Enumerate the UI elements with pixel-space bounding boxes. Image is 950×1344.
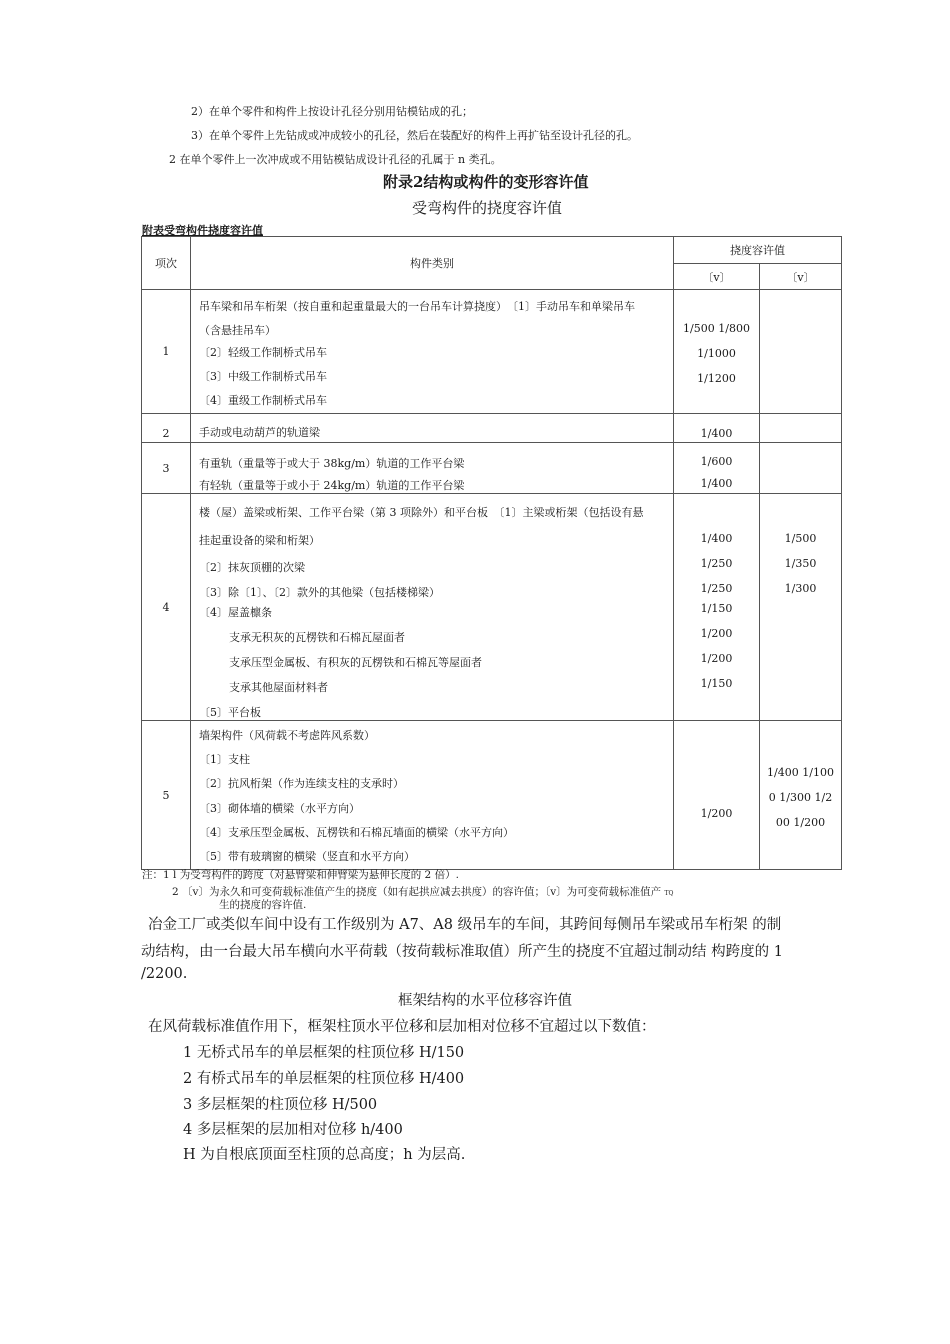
vt-value: 1/400 [700,477,733,490]
category-line: 〔2〕抗风桁架（作为连续支柱的支承时） [199,777,404,790]
paragraph-line-2: 动结构，由一台最大吊车横向水平荷载（按荷载标准取值）所产生的挠度不宜超过制动结 构跨度的 1 [141,944,783,960]
category-line: 〔2〕抹灰顶棚的次梁 [199,561,305,574]
row-number: 3 [142,443,191,494]
note-2-text: 2 〔v〕为永久和可变荷载标准值产生的挠度（如有起拱应减去拱度）的容许值；〔v〕为可变荷载标准值产 [172,886,662,898]
row-category [191,414,674,443]
header-allow: 挠度容许值 [674,237,842,264]
intro-line-2: 3）在单个零件上先钻成或冲成较小的孔径，然后在装配好的构件上再扩钻至设计孔径的孔。 [191,129,638,142]
category-line: 〔3〕除〔1〕、〔2〕款外的其他梁（包括楼梯梁） [199,586,440,599]
row-category [191,494,674,721]
row-number: 4 [142,494,191,721]
row-number: 1 [142,290,191,414]
vt-value: 1/400 [700,532,733,545]
header-item: 项次 [142,237,191,290]
vt-value: 1/200 [700,627,733,640]
vt-value: 1/1000 [697,347,736,360]
vt-value: 1/200 [700,652,733,665]
category-line: 〔5〕平台板 [199,706,261,719]
section2-item: 2 有桥式吊车的单层框架的柱顶位移 H/400 [183,1071,465,1087]
header-vq: 〔v〕 [760,264,842,290]
row-vq [760,443,842,494]
row-vt [674,494,760,721]
vt-value: 1/400 [700,427,733,440]
vq-value: 00 1/200 [775,815,826,829]
vt-value: 1/250 [700,557,733,570]
row-vq [760,721,842,870]
vq-value: 1/350 [784,557,817,570]
section2-item: 4 多层框架的层加相对位移 h/400 [183,1122,403,1138]
intro-line-3: 2 在单个零件上一次冲成或不用钻模钻成设计孔径的孔属于 n 类孔。 [169,153,502,166]
vt-value: 1/250 [700,582,733,595]
category-line: 〔3〕中级工作制桥式吊车 [199,370,327,383]
category-line: 挂起重设备的梁和桁架） [199,534,320,547]
row-category [191,443,674,494]
vt-value: 1/1200 [697,372,736,385]
category-line: 〔1〕支柱 [199,753,250,766]
paragraph-line-3: /2200. [141,966,188,982]
intro-line-1: 2）在单个零件和构件上按设计孔径分别用钻模钻成的孔； [191,105,473,118]
note-3: 生的挠度的容许值. [219,899,307,911]
category-line: 墙架构件（风荷载不考虑阵风系数） [199,729,375,742]
row-vt [674,290,760,414]
row-vq [760,494,842,721]
table-caption: 附表受弯构件挠度容许值 [142,224,263,237]
row-vq [760,414,842,443]
note-2-tag: TQ [664,890,674,897]
category-line: 有重轨（重量等于或大于 38kg/m）轨道的工作平台梁 [199,457,465,470]
row-vq [760,290,842,414]
category-line: 有轻轨（重量等于或小于 24kg/m）轨道的工作平台梁 [199,479,465,492]
section2-item: 3 多层框架的柱顶位移 H/500 [183,1097,378,1113]
row-vt [674,443,760,494]
row-number: 5 [142,721,191,870]
section2-intro: 在风荷载标准值作用下，框架柱顶水平位移和层加相对位移不宜超过以下数值： [148,1019,656,1035]
category-line: 〔4〕重级工作制桥式吊车 [199,394,327,407]
row-category [191,290,674,414]
table-row [142,494,842,721]
section2-item: 1 无桥式吊车的单层框架的柱顶位移 H/150 [183,1045,465,1061]
header-category: 构件类别 [191,237,674,290]
deflection-table [141,236,842,870]
vq-value: 1/500 [784,532,817,545]
vt-value: 1/200 [700,806,733,820]
category-line: 楼（屋）盖梁或桁架、工作平台梁（第 3 项除外）和平台板 〔1〕主梁或桁架（包括设有悬 [199,506,644,519]
paragraph-line-1: 冶金工厂或类似车间中设有工作级别为 A7、A8 级吊车的车间，其跨间每侧吊车梁或吊车桁架 的制 [148,917,782,933]
category-line: 〔4〕屋盖檩条 [199,606,272,619]
vt-value: 1/150 [700,602,733,615]
category-line: 手动或电动葫芦的轨道梁 [199,426,320,439]
appendix-title: 附录2结构或构件的变形容许值 [383,173,589,191]
category-line: 支承无积灰的瓦楞铁和石棉瓦屋面者 [229,631,405,644]
section2-title: 框架结构的水平位移容许值 [398,993,572,1009]
vq-value: 0 1/300 1/2 [768,790,833,804]
table-row [142,721,842,870]
vt-value: 1/600 [700,455,733,468]
vq-value: 1/300 [784,582,817,595]
note-1: 注：1 l 为受弯构件的跨度（对悬臂梁和伸臂梁为悬伸长度的 2 倍）. [142,869,459,881]
category-line: 〔4〕支承压型金属板、瓦楞铁和石棉瓦墙面的横梁（水平方向） [199,826,514,839]
vt-value: 1/500 1/800 [683,322,750,335]
row-category [191,721,674,870]
table-row [142,290,842,414]
table-row [142,443,842,494]
category-line: 〔2〕轻级工作制桥式吊车 [199,346,327,359]
category-line: （含悬挂吊车） [199,324,276,337]
vq-value: 1/400 1/100 [767,765,834,779]
section1-title: 受弯构件的挠度容许值 [412,199,563,217]
category-line: 〔3〕砌体墙的横梁（水平方向） [199,802,360,815]
header-vt: 〔v〕 [674,264,760,290]
section2-item: H 为自根底顶面至柱顶的总高度；h 为层高. [183,1147,466,1163]
row-vt [674,721,760,870]
vt-value: 1/150 [700,677,733,690]
row-vt [674,414,760,443]
category-line: 吊车梁和吊车桁架（按自重和起重量最大的一台吊车计算挠度） 〔1〕手动吊车和单梁吊车 [199,300,635,313]
row-number: 2 [142,414,191,443]
category-line: 〔5〕带有玻璃窗的横梁（竖直和水平方向） [199,850,415,863]
table-row [142,414,842,443]
category-line: 支承其他屋面材料者 [229,681,328,694]
category-line: 支承压型金属板、有积灰的瓦楞铁和石棉瓦等屋面者 [229,656,482,669]
